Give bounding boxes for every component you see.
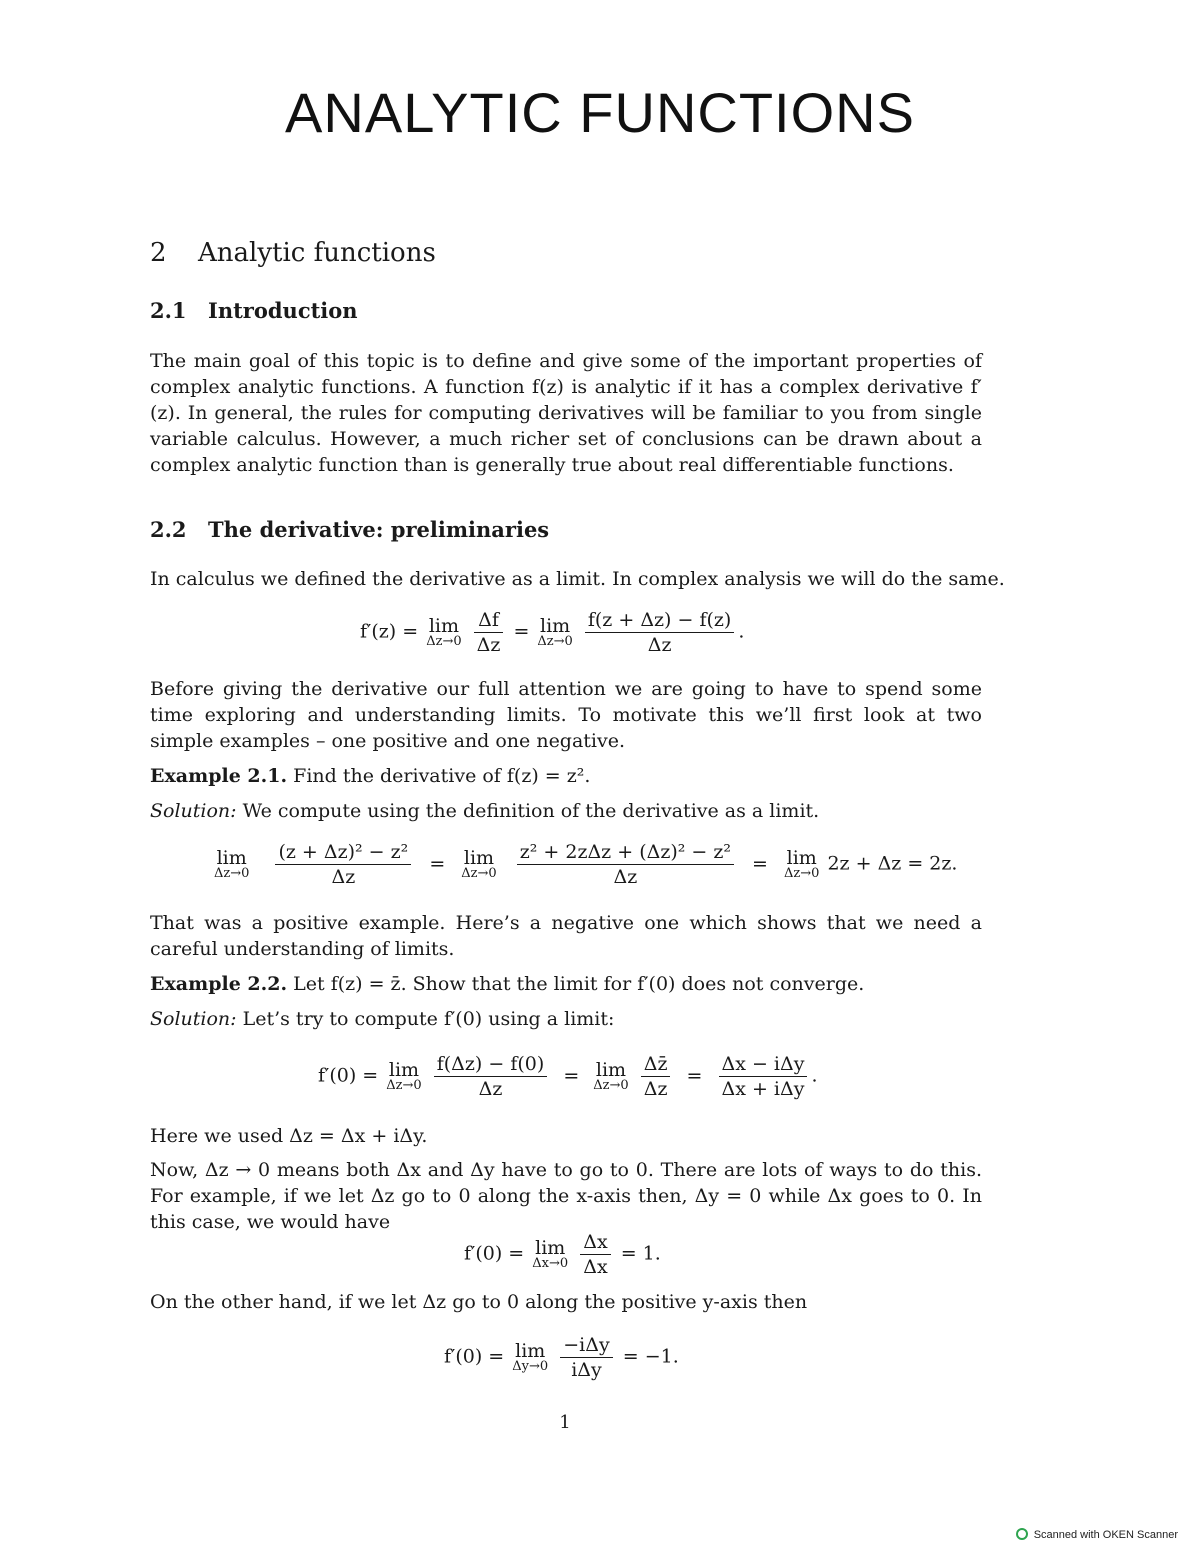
before-paragraph: Before giving the derivative our full attention we are going to have to spend some time exploring and understanding limits. To motivate this we’ll first look at two simple examples – one positive and one negative. [150, 678, 982, 752]
example-2-2 [150, 971, 982, 997]
subsection-heading-intro [150, 298, 358, 323]
equation-example-2: f′(0) = lim Δz→0 $\frac{f(\Delta z) - f(0)}{\Delta z}$ = lim Δz→0 $\frac{\Delta z̄}{\Delta z}$ = $\frac{\text{Δx − iΔy}}{\text{Δx + iΔy}}$ . [318, 1053, 818, 1100]
intro-paragraph: The main goal of this topic is to define and give some of the important properties of complex analytic functions. A function f(z) is analytic if it has a complex derivative f′(z). In general, the rules for computing derivatives will be familiar to you from single variable calculus. However, a much richer set of conclusions can be drawn about a complex analytic function than is generally true about real differentiable functions. [150, 350, 982, 476]
example-text: Let f(z) = z̄. Show that the limit for f′(0) does not converge. [293, 973, 865, 995]
used-line: Here we used Δz = Δx + iΔy. [150, 1125, 428, 1147]
eq-equals: = [563, 1064, 580, 1087]
fraction: $\frac{\text{−iΔy}}{\text{iΔy}}$ [560, 1333, 612, 1382]
limit-operator: lim Δx→0 [532, 1236, 569, 1271]
scanner-logo-icon [1016, 1528, 1028, 1540]
subsection-number: 2.2 [150, 517, 187, 542]
limit-operator: lim Δz→0 [426, 614, 462, 649]
subsection-heading-derivative [150, 517, 549, 542]
fraction: $\frac{\text{z² + 2zΔz + (Δz)² − z²}}{\Delta z}$ [517, 840, 734, 889]
subsection-title: Introduction [208, 298, 358, 323]
section-title: Analytic functions [198, 238, 436, 268]
limit-operator: lim Δz→0 [537, 614, 573, 649]
equation-x-axis [464, 1230, 661, 1279]
eq-equals: = [686, 1064, 703, 1087]
banner-title: ANALYTIC FUNCTIONS [285, 81, 915, 144]
fraction: $\frac{f(z + \Delta z) - f(z)}{\Delta z}$ [585, 608, 734, 657]
example-2-1 [150, 763, 982, 789]
now-paragraph: Now, Δz → 0 means both Δx and Δy have to go to 0. There are lots of ways to do this. For example, if we let Δz go to 0 along the x-axis then, Δy = 0 while Δx goes to 0. In this case, we would have [150, 1159, 982, 1233]
eq-tail: = 1. [620, 1242, 661, 1265]
scanner-watermark [1016, 1528, 1178, 1541]
positive-paragraph: That was a positive example. Here’s a negative one which shows that we need a careful understanding of limits. [150, 912, 982, 960]
eq-equals: = [429, 852, 446, 875]
eq-lhs: f′(0) = [464, 1242, 525, 1265]
page-number: 1 [559, 1412, 571, 1433]
example-text: Find the derivative of f(z) = z². [293, 765, 591, 787]
equation-derivative-definition: f′(z) = lim Δz→0 $\frac{\Delta f}{\Delta z}$ = lim Δz→0 $\frac{f(z + \Delta z) - f(z)}{\Delta z}$ . [360, 609, 745, 656]
solution-text: Let’s try to compute f′(0) using a limit: [242, 1008, 615, 1030]
limit-operator: lim Δz→0 [784, 846, 820, 881]
subsection-title: The derivative: preliminaries [208, 517, 550, 542]
fraction: $\frac{\text{Δx − iΔy}}{\text{Δx + iΔy}}$ [719, 1052, 808, 1101]
example-label: Example 2.1. [150, 765, 288, 787]
scanner-text: Scanned with OKEN Scanner [1033, 1529, 1178, 1541]
fraction: $\frac{\Delta f}{\Delta z}$ [474, 608, 504, 657]
other-hand-sentence: On the other hand, if we let Δz go to 0 along the positive y-axis then [150, 1291, 808, 1313]
subsection-number: 2.1 [150, 298, 187, 323]
limit-operator: lim Δz→0 [214, 846, 250, 881]
solution-text: We compute using the definition of the derivative as a limit. [242, 800, 820, 822]
fraction: $\frac{\text{(z + Δz)² − z²}}{\Delta z}$ [275, 840, 411, 889]
limit-operator: lim Δz→0 [461, 846, 497, 881]
section-number: 2 [150, 238, 167, 268]
fraction: $\frac{f(\Delta z) - f(0)}{\Delta z}$ [434, 1052, 548, 1101]
eq-lhs: f′(z) = [360, 620, 419, 643]
limit-operator: lim Δz→0 [386, 1058, 422, 1093]
eq-tail: = −1. [622, 1345, 679, 1368]
fraction: $\frac{\Delta z̄}{\Delta z}$ [641, 1052, 671, 1101]
calculus-sentence: In calculus we defined the derivative as a limit. In complex analysis we will do the same. [150, 568, 1005, 590]
solution-label: Solution: [150, 800, 237, 822]
solution-label: Solution: [150, 1008, 237, 1030]
limit-operator: lim Δy→0 [512, 1339, 549, 1374]
equation-y-axis [444, 1333, 679, 1382]
eq-lhs: f′(0) = [318, 1064, 379, 1087]
eq-equals: = [513, 620, 530, 643]
example-label: Example 2.2. [150, 973, 288, 995]
solution-2 [150, 1006, 982, 1032]
solution-1 [150, 798, 982, 824]
eq-lhs: f′(0) = [444, 1345, 505, 1368]
eq-equals: = [752, 852, 768, 875]
fraction: $\frac{\Delta x}{\Delta x}$ [580, 1230, 610, 1279]
section-heading [150, 238, 436, 268]
eq-tail: 2z + Δz = 2z. [827, 852, 958, 875]
limit-operator: lim Δz→0 [593, 1058, 629, 1093]
equation-example-1 [212, 840, 957, 889]
